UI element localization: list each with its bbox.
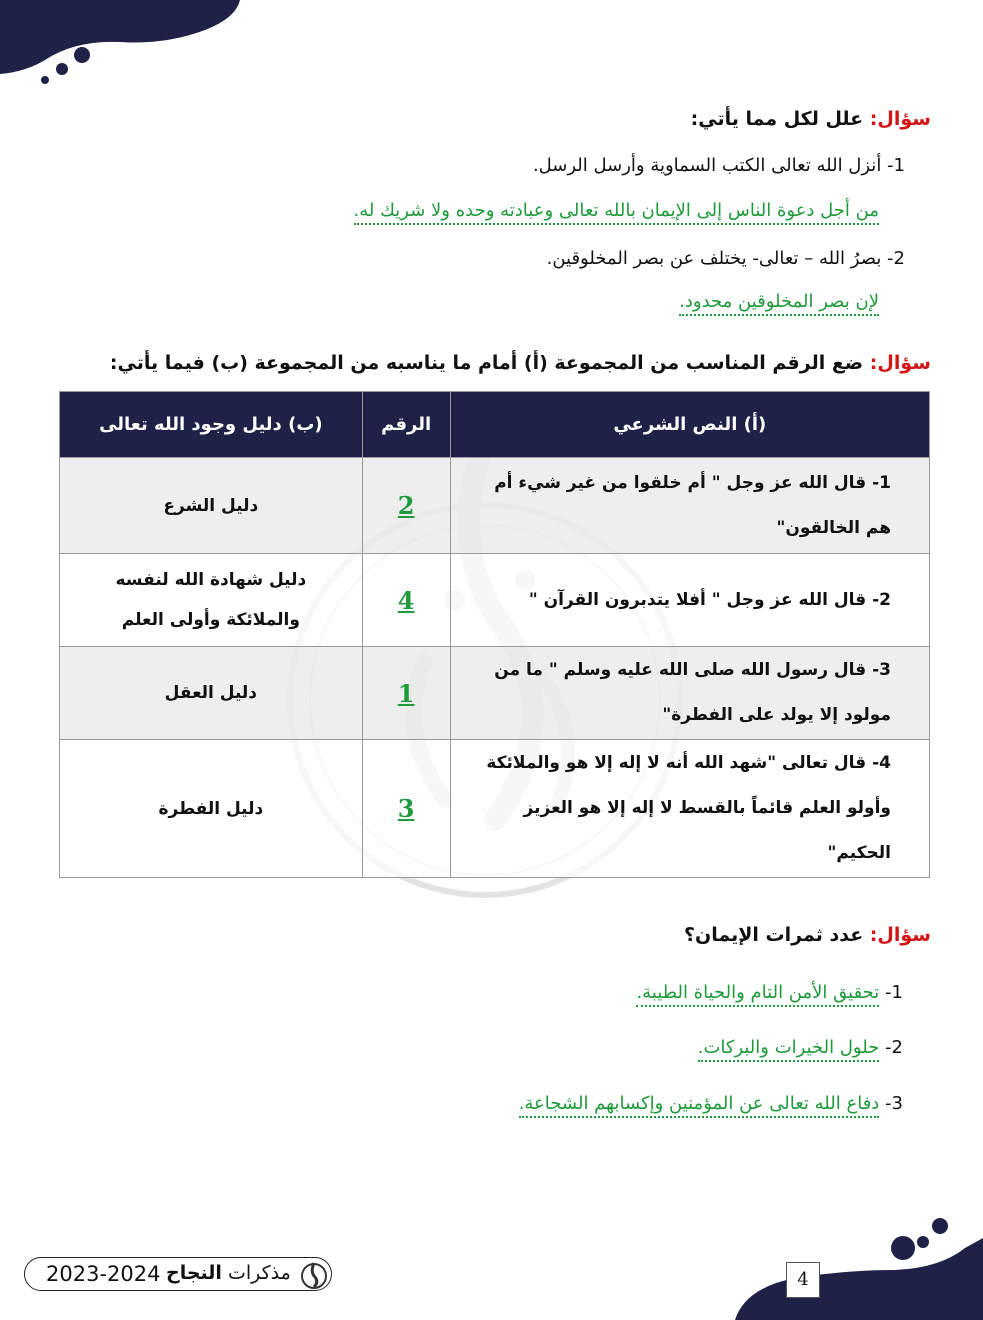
- q3-item-2: 2- حلول الخيرات والبركات.: [698, 1037, 903, 1058]
- q3-item-3: 3- دفاع الله تعالى عن المؤمنين وإكسابهم الشجاعة.: [519, 1093, 903, 1114]
- number-answer: 3: [397, 794, 415, 823]
- question-text: ضع الرقم المناسب من المجموعة (أ) أمام ما يناسبه من المجموعة (ب) فيما يأتي:: [109, 352, 864, 374]
- question-1-title: [691, 108, 931, 130]
- table-row: [60, 647, 930, 740]
- text-cell: 2- قال الله عز وجل " أفلا يتدبرون القرآن ": [450, 554, 929, 647]
- table-row: [60, 554, 930, 647]
- q1-item-1: 1- أنزل الله تعالى الكتب السماوية وأرسل الرسل.: [532, 155, 905, 176]
- evidence-cell: دليل الشرع: [60, 458, 363, 554]
- question-text: عدد ثمرات الإيمان؟: [684, 924, 864, 946]
- top-decoration: [0, 0, 250, 90]
- text-cell: 4- قال تعالى "شهد الله أنه لا إله إلا هو والملائكة وأولو العلم قائماً بالقسط لا إله إلا هو العزيز الحكيم": [450, 740, 929, 878]
- number-answer: 1: [397, 678, 415, 708]
- footer-brand: [166, 1262, 291, 1284]
- matching-table: [59, 391, 930, 878]
- number-cell: [362, 458, 450, 554]
- q1-answer-2: لإن بصر المخلوقين محدود.: [679, 291, 879, 312]
- footer-brand-prefix: مذكرات: [227, 1262, 291, 1284]
- table-header-row: [60, 392, 930, 458]
- number-cell: [362, 740, 450, 878]
- q1-answer-1: من أجل دعوة الناس إلى الإيمان بالله تعالى وعبادته وحده ولا شريك له.: [354, 200, 879, 221]
- table-row: [60, 740, 930, 878]
- number-answer: 2: [397, 491, 415, 520]
- question-label: سؤال:: [869, 352, 931, 374]
- footer-brand-bold: النجاح: [166, 1262, 222, 1284]
- question-2-title: [110, 352, 931, 374]
- page-number: 4: [786, 1262, 820, 1298]
- text-cell: 3- قال رسول الله صلى الله عليه وسلم " ما من مولود إلا يولد على الفطرة": [450, 647, 929, 740]
- table-row: [60, 458, 930, 554]
- number-cell: [362, 647, 450, 740]
- number-cell: [362, 554, 450, 647]
- q3-item-1: 1- تحقيق الأمن التام والحياة الطيبة.: [636, 982, 903, 1003]
- question-label: سؤال:: [869, 924, 931, 946]
- text-cell: 1- قال الله عز وجل " أم خلقوا من غير شيء أم هم الخالقون": [450, 458, 929, 554]
- header-number: الرقم: [362, 392, 450, 458]
- question-text: علل لكل مما يأتي:: [690, 108, 864, 130]
- header-text: (أ) النص الشرعي: [450, 392, 929, 458]
- evidence-cell: دليل الفطرة: [60, 740, 363, 878]
- evidence-cell: دليل العقل: [60, 647, 363, 740]
- footer-years: 2023-2024: [46, 1262, 161, 1286]
- q1-item-2: 2- بصرُ الله – تعالى- يختلف عن بصر المخلوقين.: [546, 248, 905, 269]
- number-answer: 4: [397, 585, 415, 615]
- header-evidence: (ب) دليل وجود الله تعالى: [60, 392, 363, 458]
- question-3-title: [684, 924, 931, 946]
- brand-logo-icon: [300, 1260, 328, 1290]
- evidence-cell: دليل شهادة الله لنفسه والملائكة وأولى العلم: [60, 554, 363, 647]
- question-label: سؤال:: [869, 108, 931, 130]
- bottom-decoration: [725, 1218, 983, 1320]
